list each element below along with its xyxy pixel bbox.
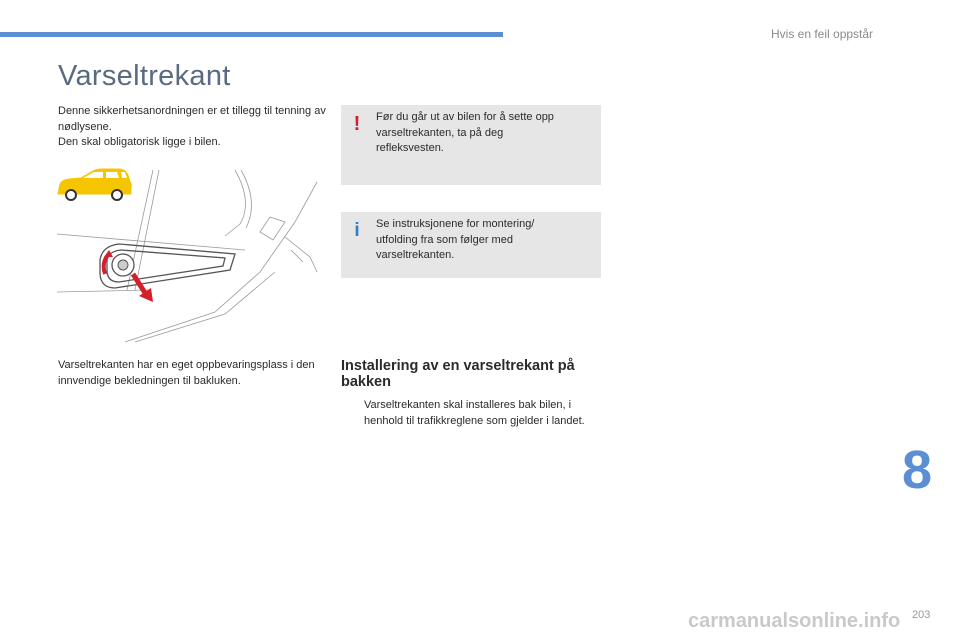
info-box (341, 212, 601, 278)
install-bullet-text: Varseltrekanten skal installeres bak bilen, i henhold til trafikkreglene som gjelder i landet. (364, 399, 585, 427)
warning-exclamation-icon: ! (353, 113, 361, 135)
section-title: Hvis en feil oppstår (771, 27, 874, 41)
storage-text: Varseltrekanten har en eget oppbevaringsplass i den innvendige bekledningen til bakluken. (58, 359, 315, 387)
warning-box (341, 105, 601, 185)
page-title: Varseltrekant (58, 60, 231, 92)
install-heading: Installering av en varseltrekant på bakken (341, 358, 575, 390)
intro-line: Denne sikkerhetsanordningen er et tillegg til tenning av nødlysene. (58, 105, 326, 133)
watermark: carmanualsonline.info (688, 610, 901, 632)
page-number: 203 (912, 609, 931, 621)
intro-line: Den skal obligatorisk ligge i bilen. (58, 136, 221, 148)
header-accent-bar (0, 32, 503, 37)
warning-text: Før du går ut av bilen for å sette opp varseltrekanten, ta på deg refleksvesten. (376, 111, 554, 154)
triangle-storage-illustration (55, 162, 320, 347)
chapter-number: 8 (902, 440, 933, 500)
info-icon: i (354, 220, 360, 241)
info-text: Se instruksjonene for montering/ utfolding fra som følger med varseltrekanten. (376, 218, 535, 261)
yellow-car-icon (58, 169, 131, 200)
intro-text (58, 104, 328, 151)
